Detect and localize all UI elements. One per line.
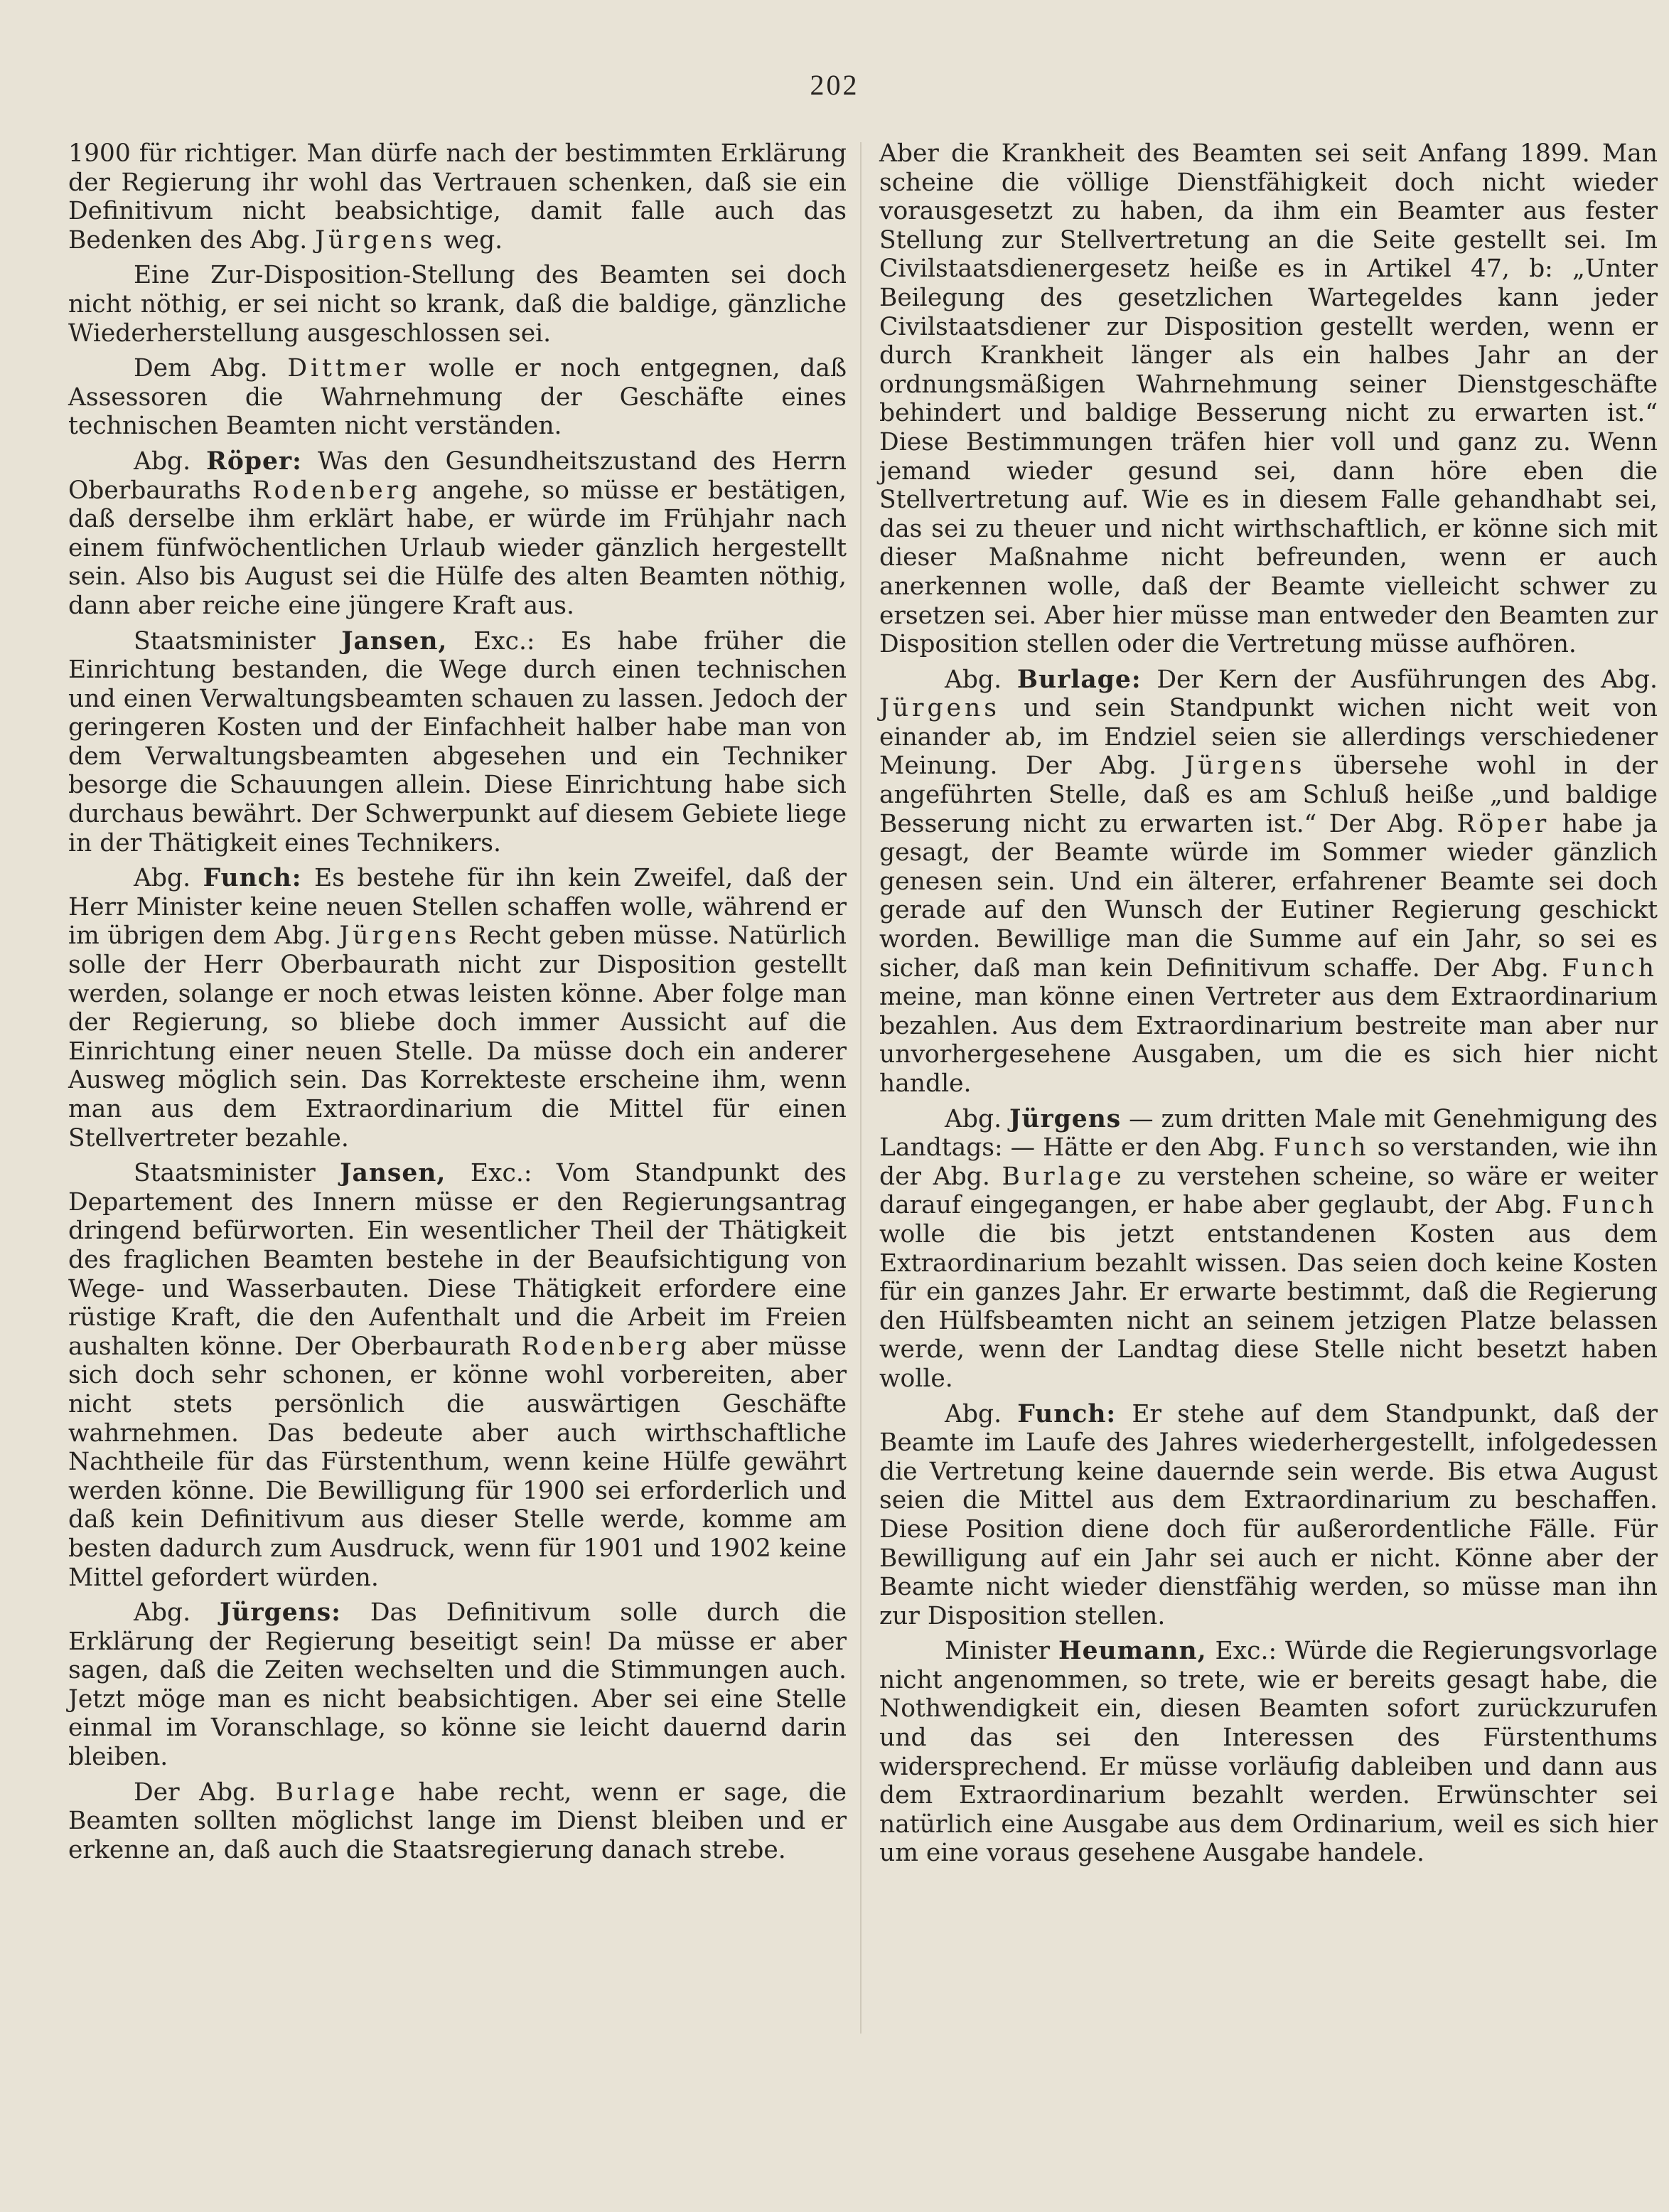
spaced-name: Funch (1273, 1133, 1370, 1163)
text-run: Er stehe auf dem Standpunkt, daß der Beamte im Laufe des Jahres wiederhergestellt, infolgedessen die Vertretung keine dauernde sein werde. Bis etwa August seien die Mittel aus dem Extraordinarium zu beschaffen. Diese Position diene doch für außerordentliche Fälle. Für Bewilligung auf ein Jahr sei auch er nicht. Könne aber der Beamte nicht wieder dienstfähig werden, so müsse man ihn zur Disposition stellen. (879, 1399, 1658, 1630)
page-number: 202 (810, 69, 859, 101)
paragraph (879, 1400, 1658, 1631)
spaced-name: Jürgens (1184, 752, 1306, 781)
speaker-name: Funch: (203, 864, 302, 893)
speaker-name: Jansen, (341, 626, 448, 656)
paragraph (68, 1778, 847, 1865)
text-run: 1900 für richtiger. Man dürfe nach der bestimmten Erklärung der Regierung ihr wohl das Vertrauen schenken, daß sie ein Definitivum nicht beabsichtige, damit falle auch das Bedenken des Abg. (68, 139, 847, 255)
text-run: Dem Abg. (134, 354, 288, 383)
text-run: weg. (436, 225, 503, 255)
paragraph (879, 1637, 1658, 1868)
speaker-name: Jürgens (1009, 1104, 1122, 1133)
paragraph (68, 139, 847, 255)
speaker-name: Burlage: (1016, 665, 1142, 694)
speaker-name: Funch: (1017, 1399, 1117, 1428)
spaced-name: Dittmer (287, 354, 409, 383)
text-run: Aber die Krankheit des Beamten sei seit Anfang 1899. Man scheine die völlige Dienstfähigkeit doch nicht wieder vorausgesetzt zu haben, da ihm ein Beamter aus fester Stellung zur Stellvertretung an die Seite gestellt sei. Im Civilstaatsdienergesetz heiße es in Artikel 47, b: „Unter Beilegung des gesetzlichen Wartegeldes kann jeder Civilstaatsdiener zur Disposition gestellt werden, wenn er durch Krankheit länger als ein halbes Jahr an der ordnungsmäßigen Wahrnehmung seiner Dienstgeschäfte behindert und baldige Besserung nicht zu erwarten ist.“ Diese Bestimmungen träfen hier voll und ganz zu. Wenn jemand wieder gesund sei, dann höre eben die Stellvertretung auf. Wie es in diesem Falle gehandhabt sei, das sei zu theuer und nicht wirthschaftlich, er könne sich mit dieser Maßnahme nicht befreunden, wenn er auch anerkennen wolle, daß der Beamte vielleicht schwer zu ersetzen sei. Aber hier müsse man entweder den Beamten zur Disposition stellen oder die Vertretung müsse aufhören. (879, 139, 1658, 659)
text-run: meine, man könne einen Vertreter aus dem Extraordinarium bezahlen. Aus dem Extraordinarium bestreite man aber nur unvorhergesehene Ausgaben, um die es sich hier nicht handle. (879, 983, 1658, 1098)
text-run: Es bestehe für ihn kein Zweifel, daß der Herr Minister keine neuen Stellen schaffen wolle, während er im übrigen dem Abg. (68, 864, 847, 951)
text-run: Eine Zur-Disposition-Stellung des Beamten sei doch nicht nöthig, er sei nicht so krank, daß die baldige, gänzliche Wiederherstellung ausgeschlossen sei. (68, 261, 847, 348)
text-run: zu verstehen scheine, so wäre er weiter darauf eingegangen, er habe aber geglaubt, der Abg. (879, 1162, 1658, 1220)
text-run: Abg. (945, 1104, 1010, 1133)
spaced-name: Funch (1562, 1191, 1658, 1220)
spaced-name: Funch (1562, 953, 1658, 983)
text-run: Staatsminister (134, 626, 342, 656)
paragraph (68, 354, 847, 441)
text-run: Minister (945, 1637, 1058, 1666)
spaced-name: Burlage (1002, 1162, 1125, 1191)
paragraph (879, 139, 1658, 659)
paragraph (68, 627, 847, 858)
text-run: habe recht, wenn er sage, die Beamten sollten möglichst lange im Dienst bleiben und er erkenne an, daß auch die Staatsregierung danach strebe. (68, 1778, 847, 1864)
column-divider (860, 142, 862, 2034)
paragraph (68, 1598, 847, 1772)
paragraph (68, 864, 847, 1153)
text-run: Das Definitivum solle durch die Erklärung der Regierung beseitigt sein! Da müsse er aber sagen, daß die Zeiten wechselten und die Stimmungen auch. Jetzt möge man es nicht beabsichtigen. Aber sei eine Stelle einmal im Voranschlage, so könne sie leicht dauernd darin bleiben. (68, 1598, 847, 1772)
text-run: angehe, so müsse er bestätigen, daß derselbe ihm erklärt habe, er würde im Frühjahr nach einem fünfwöchentlichen Urlaub wieder gänzlich hergestellt sein. Also bis August sei die Hülfe des alten Beamten nöthig, dann aber reiche eine jüngere Kraft aus. (68, 476, 847, 620)
speaker-name: Röper: (206, 447, 302, 476)
text-run: Abg. (134, 447, 207, 476)
text-run: Was den Gesundheitszustand des Herrn Oberbauraths (68, 447, 847, 505)
text-run: aber müsse sich doch sehr schonen, er könne wohl vorbereiten, aber nicht stets persönlich die auswärtigen Geschäfte wahrnehmen. Das bedeute aber auch wirthschaftliche Nachtheile für das Fürstenthum, wenn keine Hülfe gewährt werden könne. Die Bewilligung für 1900 sei erforderlich und daß kein Definitivum aus dieser Stelle werde, komme am besten dadurch zum Ausdruck, wenn für 1901 und 1902 keine Mittel gefordert würden. (68, 1332, 847, 1592)
text-run: — zum dritten Male mit Genehmigung des Landtags: — Hätte er den Abg. (879, 1104, 1658, 1163)
speaker-name: Jansen, (340, 1159, 446, 1188)
spaced-name: Jürgens (879, 694, 1000, 723)
paragraph (68, 1159, 847, 1592)
text-run: wolle die bis jetzt entstandenen Kosten aus dem Extraordinarium bezahlt wissen. Das seien doch keine Kosten für ein ganzes Jahr. Er erwarte bestimmt, daß die Regierung den Hülfsbeamten nicht an seinem jetzigen Platze belassen werde, wenn der Landtag diese Stelle nicht besetzt haben wolle. (879, 1219, 1658, 1393)
text-run: Der Kern der Ausführungen des Abg. (1141, 665, 1658, 694)
text-run: wolle er noch entgegnen, daß Assessoren die Wahrnehmung der Geschäfte eines technischen Beamten nicht verständen. (68, 354, 847, 441)
paragraph (68, 447, 847, 621)
text-run: Abg. (945, 665, 1017, 694)
spaced-name: Burlage (275, 1778, 399, 1807)
text-run: Abg. (945, 1399, 1018, 1428)
spaced-name: Jürgens (339, 921, 461, 951)
paragraph (68, 261, 847, 348)
paragraph (879, 666, 1658, 1099)
text-run: Der Abg. (134, 1778, 276, 1807)
text-run: so verstanden, wie ihn der Abg. (879, 1133, 1658, 1191)
text-run: Abg. (134, 1598, 220, 1628)
left-column (68, 139, 847, 1871)
text-run: habe ja gesagt, der Beamte würde im Sommer wieder gänzlich genesen sein. Und ein älterer, erfahrener Beamte sei doch gerade auf den Wunsch der Eutiner Regierung geschickt worden. Bewillige man die Summe auf ein Jahr, so sei es sicher, daß man kein Definitivum schaffe. Der Abg. (879, 809, 1658, 983)
text-run: und sein Standpunkt wichen nicht weit von einander ab, im Endziel seien sie allerdings verschiedener Meinung. Der Abg. (879, 694, 1658, 781)
text-run: Recht geben müsse. Natürlich solle der Herr Oberbaurath nicht zur Disposition gestellt werden, solange er noch etwas leisten könne. Aber folge man der Regierung, so bliebe doch immer Aussicht auf die Einrichtung einer neuen Stelle. Da müsse doch ein anderer Ausweg möglich sein. Das Korrekteste erscheine ihm, wenn man aus dem Extraordinarium die Mittel für einen Stellvertreter bezahle. (68, 921, 847, 1153)
right-column (879, 139, 1658, 1874)
text-run: Exc.: Würde die Regierungsvorlage nicht angenommen, so trete, wie er bereits gesagt habe, die Nothwendigkeit ein, diesen Beamten sofort zurückzurufen und das sei den Interessen des Fürstenthums widersprechend. Er müsse vorläufig dableiben und dann aus dem Extraordinarium bezahlt werden. Erwünschter sei natürlich eine Ausgabe aus dem Ordinarium, weil es sich hier um eine voraus gesehene Ausgabe handele. (879, 1637, 1658, 1868)
paragraph (879, 1105, 1658, 1394)
spaced-name: Röper (1456, 809, 1550, 838)
text-run: Staatsminister (134, 1159, 340, 1188)
text-run: Abg. (134, 864, 203, 893)
speaker-name: Heumann, (1058, 1637, 1207, 1666)
spaced-name: Jürgens (315, 225, 436, 255)
text-run: Exc.: Vom Standpunkt des Departement des Innern müsse er den Regierungsantrag dringend befürworten. Ein wesentlicher Theil der Thätigkeit des fraglichen Beamten bestehe in der Beaufsichtigung von Wege- und Wasserbauten. Diese Thätigkeit erfordere eine rüstige Kraft, die den Aufenthalt und die Arbeit im Freien aushalten könne. Der Oberbaurath (68, 1159, 847, 1361)
spaced-name: Rodenberg (252, 476, 422, 505)
text-run: Exc.: Es habe früher die Einrichtung bestanden, die Wege durch einen technischen und einen Verwaltungsbeamten schauen zu lassen. Jedoch der geringeren Kosten und der Einfachheit halber habe man von dem Verwaltungsbeamten abgesehen und ein Techniker besorge die Schauungen allein. Diese Einrichtung habe sich durchaus bewährt. Der Schwerpunkt auf diesem Gebiete liege in der Thätigkeit eines Technikers. (68, 626, 847, 857)
speaker-name: Jürgens: (219, 1598, 341, 1628)
spaced-name: Rodenberg (521, 1332, 691, 1361)
text-run: übersehe wohl in der angeführten Stelle, daß es am Schluß heiße „und baldige Besserung nicht zu erwarten ist.“ Der Abg. (879, 752, 1658, 838)
